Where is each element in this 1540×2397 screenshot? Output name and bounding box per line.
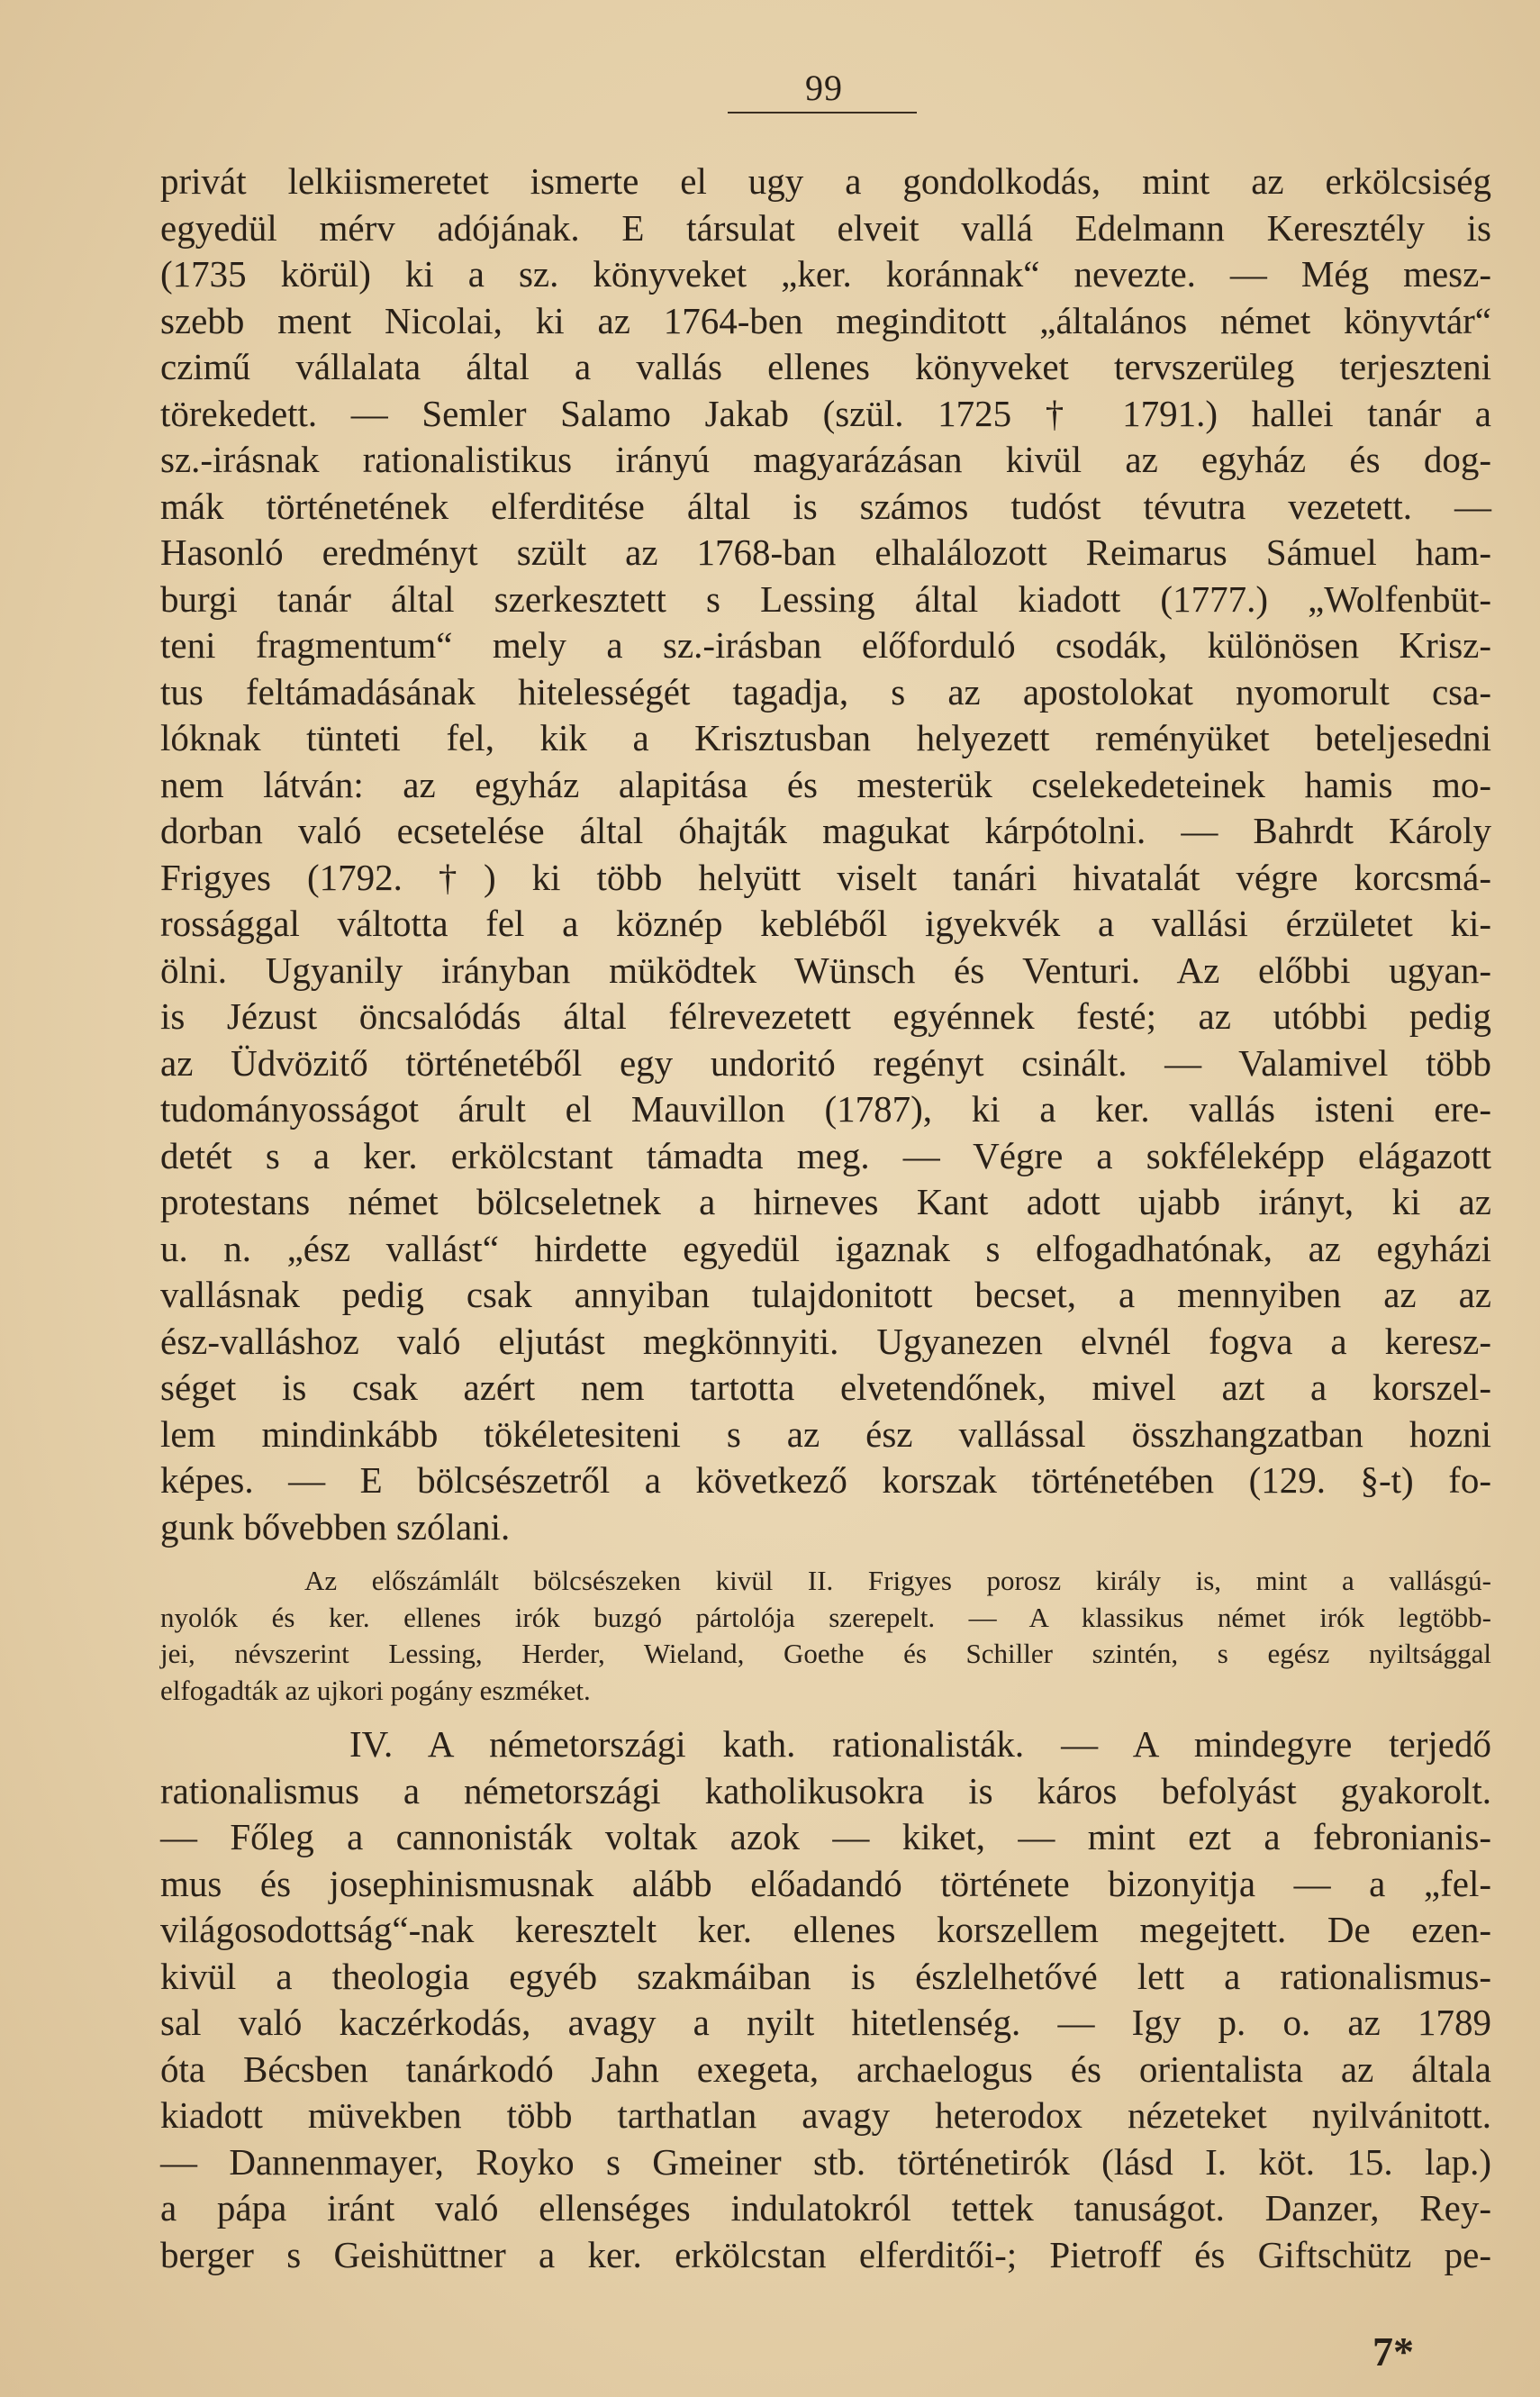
section-line: a pápa iránt való ellenséges indulatokról tettek tanuságot. Danzer, Rey-: [160, 2187, 1491, 2229]
main-line: privát lelkiismeretet ismerte el ugy a gondolkodás, mint az erkölcsiség: [160, 160, 1491, 202]
main-line: tudományosságot árult el Mauvillon (1787), ki a ker. vallás isteni ere-: [160, 1088, 1491, 1130]
section-line: óta Bécsben tanárkodó Jahn exegeta, archaelogus és orientalista az általa: [160, 2047, 1491, 2090]
header-rule: [728, 112, 917, 113]
main-line: burgi tanár által szerkesztett s Lessing által kiadott (1777.) „Wolfenbüt-: [160, 577, 1491, 620]
main-paragraph: [160, 159, 1491, 1550]
main-line: rossággal váltotta fel a köznép kebléből igyekvék a vallási érzületet ki-: [160, 903, 1491, 944]
main-line: (1735 körül) ki a sz. könyveket „ker. koránnak“ nevezte. — Még mesz-: [160, 253, 1491, 295]
main-line: detét s a ker. erkölcstant támadta meg. — Végre a sokféleképp elágazott: [160, 1134, 1491, 1176]
main-line: ölni. Ugyanily irányban müködtek Wünsch és Venturi. Az előbbi ugyan-: [160, 949, 1491, 991]
note-line: jei, névszerint Lessing, Herder, Wieland, Goethe és Schiller szintén, s egész nyiltsággal: [160, 1638, 1491, 1669]
main-line: vallásnak pedig csak annyiban tulajdonitott becset, a mennyiben az az: [160, 1274, 1491, 1315]
main-line: dorban való ecsetelése által óhajták magukat kárpótolni. — Bahrdt Károly: [160, 810, 1491, 851]
main-line: egyedül mérv adójának. E társulat elveit vallá Edelmann Keresztély is: [160, 206, 1491, 249]
page-number: 99: [805, 68, 843, 108]
main-line: teni fragmentum“ mely a sz.-irásban előforduló csodák, különösen Krisz-: [160, 624, 1491, 666]
main-line: Hasonló eredményt szült az 1768-ban elhalálozott Reimarus Sámuel ham-: [160, 531, 1491, 573]
section-line: sal való kaczérkodás, avagy a nyilt hitetlenség. — Igy p. o. az 1789: [160, 2002, 1491, 2043]
main-line: tus feltámadásának hitelességét tagadja, s az apostolokat nyomorult csa-: [160, 670, 1491, 713]
section-line: berger s Geishüttner a ker. erkölcstan elferditői-; Pietroff és Giftschütz pe-: [160, 2233, 1491, 2275]
main-line: mák történetének elferditése által is számos tudóst tévutra vezetett. —: [160, 485, 1491, 527]
main-line: sz.-irásnak rationalistikus irányú magyarázásan kivül az egyház és dog-: [160, 439, 1491, 480]
main-line: Frigyes (1792. †) ki több helyütt viselt tanári hivatalát végre korcsmá-: [160, 856, 1491, 898]
section-line: mus és josephinismusnak alább előadandó története bizonyitja — a „fel-: [160, 1862, 1491, 1904]
note-line: Az előszámlált bölcsészeken kivül II. Frigyes porosz király is, mint a vallásgú-: [304, 1565, 1491, 1596]
main-line: képes. — E bölcsészetről a következő korszak történetében (129. §-t) fo-: [160, 1459, 1491, 1501]
section-line: kiadott müvekben több tarthatlan avagy heterodox nézeteket nyilvánitott.: [160, 2094, 1491, 2136]
page-text: [160, 159, 1491, 2278]
spacer: [160, 1550, 1491, 1563]
section-line: IV. A németországi kath. rationalisták. — A mindegyre terjedő: [349, 1723, 1491, 1765]
signature-mark: 7*: [1372, 2329, 1414, 2374]
main-line: séget is csak azért nem tartotta elvetendőnek, mivel azt a korszel-: [160, 1366, 1491, 1408]
section-line: — Főleg a cannonisták voltak azok — kiket, — mint ezt a febronianis-: [160, 1816, 1491, 1857]
section-paragraph: [160, 1721, 1491, 2278]
main-line: nem látván: az egyház alapitása és mesterük cselekedeteinek hamis mo-: [160, 763, 1491, 805]
section-line: kivül a theologia egyéb szakmáiban is észlelhetővé lett a rationalismus-: [160, 1955, 1491, 1997]
section-line: — Dannenmayer, Royko s Gmeiner stb. történetirók (lásd I. köt. 15. lap.): [160, 2140, 1491, 2183]
section-line: világosodottság“-nak keresztelt ker. ellenes korszellem megejtett. De ezen-: [160, 1909, 1491, 1950]
main-line: törekedett. — Semler Salamo Jakab (szül. 1725 † 1791.) hallei tanár a: [160, 392, 1491, 434]
main-line: lóknak tünteti fel, kik a Krisztusban helyezett reményüket beteljesedni: [160, 717, 1491, 758]
main-line: czimű vállalata által a vallás ellenes könyveket tervszerüleg terjeszteni: [160, 346, 1491, 387]
note-line: elfogadták az ujkori pogány eszméket.: [160, 1674, 591, 1706]
main-line: ész-valláshoz való eljutást megkönnyiti. Ugyanezen elvnél fogva a keresz-: [160, 1320, 1491, 1362]
main-line: gunk bővebben szólani.: [160, 1505, 511, 1548]
footnote-paragraph: [160, 1563, 1491, 1709]
main-line: is Jézust öncsalódás által félrevezetett egyénnek festé; az utóbbi pedig: [160, 995, 1491, 1037]
main-line: az Üdvözitő történetéből egy undoritó regényt csinált. — Valamivel több: [160, 1041, 1491, 1084]
main-line: protestans német bölcseletnek a hirneves Kant adott ujabb irányt, ki az: [160, 1181, 1491, 1222]
main-line: szebb ment Nicolai, ki az 1764-ben meginditott „általános német könyvtár“: [160, 299, 1491, 341]
note-line: nyolók és ker. ellenes irók buzgó pártolója szerepelt. — A klassikus német irók legtöbb-: [160, 1601, 1491, 1633]
main-line: lem mindinkább tökéletesiteni s az ész vallással összhangzatban hozni: [160, 1412, 1491, 1455]
spacer: [160, 1709, 1491, 1721]
main-line: u. n. „ész vallást“ hirdette egyedül igaznak s elfogadhatónak, az egyházi: [160, 1227, 1491, 1269]
section-line: rationalismus a németországi katholikusokra is káros befolyást gyakorolt.: [160, 1769, 1491, 1811]
